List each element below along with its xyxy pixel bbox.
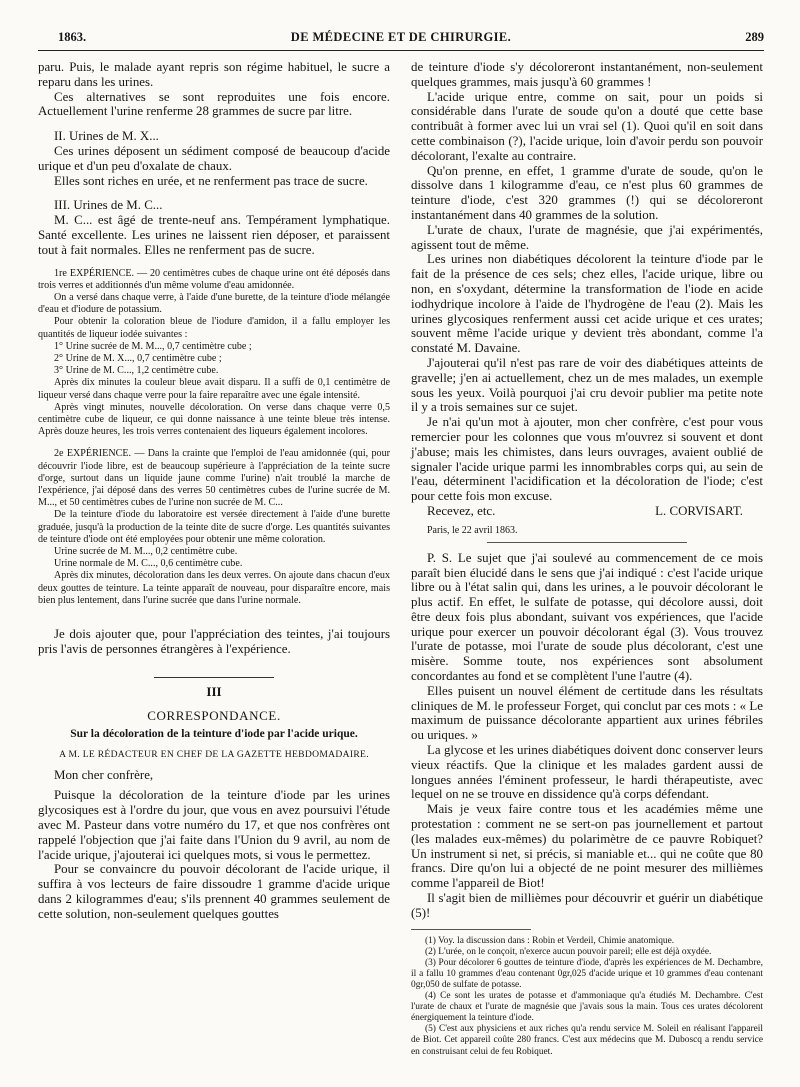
paragraph: Les urines non diabétiques décolorent la teinture d'iode par le fait de la présence de ces sels; chez elles, l'acide urique, libre ou non, en s'oxydant, détermine la transformation de l'iode en acide iodhydrique incolore à l'aide de l'hydrogène de l'eau (2). Mais les urines glycosiques renferment aussi cet acide urique et ces urates; souvent même l'acide urique y devient très abondant, comme l'a constaté M. Davaine. xyxy=(411,252,763,356)
footnote-rule xyxy=(411,929,531,930)
experiment-text: Après dix minutes, décoloration dans les deux verres. On ajoute dans chacun d'eux deux gouttes de teinture. La teinte apparaît de nouveau, pour disparaître encore, mais bien plus lentement, dans l'urine sucrée que dans l'urine normale. xyxy=(38,570,390,606)
header-year: 1863. xyxy=(58,30,87,44)
paragraph: paru. Puis, le malade ayant repris son régime habituel, le sucre a reparu dans les urines. xyxy=(38,60,390,89)
section-number: III xyxy=(206,683,222,699)
subheading: III. Urines de M. C... xyxy=(54,198,163,213)
experiment-text: 1° Urine sucrée de M. M..., 0,7 centimètre cube ; xyxy=(54,340,252,352)
paragraph: P. S. Le sujet que j'ai soulevé au commencement de ce mois paraît bien élucidé dans le sens que j'ai indiqué : c'est l'acide urique libre ou à l'état salin qui, dans les urines, a le pouvoir décolorant le plus actif. En effet, le sulfate de potasse, qui décolore aussi, doit être deux fois plus abondant, suivant vos expériences, que l'acide urique pour exercer un pouvoir décolorant égal (3). Vous trouvez l'urate de potasse, moi l'urate de soude plus décolorant, c'est une misère. Somme toute, nos expériences sont absolument concordantes au fond et se complètent l'une l'autre (4). xyxy=(411,550,763,684)
paragraph: Ces urines déposent un sédiment composé de beaucoup d'acide urique et d'un peu d'oxalate de chaux. xyxy=(38,143,390,173)
experiment-text: Après dix minutes la couleur bleue avait disparu. Il a suffi de 0,1 centimètre de liqueur versé dans chaque verre pour la faire reparaître avec une égale intensité. xyxy=(38,377,390,401)
closing: Recevez, etc. xyxy=(427,503,496,518)
signature-line xyxy=(411,504,763,519)
subheading: II. Urines de M. X... xyxy=(54,129,159,144)
experiment-text: 2e EXPÉRIENCE. — Dans la crainte que l'emploi de l'eau amidonnée (qui, pour découvrir l'iode libre, est de beaucoup supérieure à l'appréciation de la teinte sucre d'orge, surtout dans un liquide jaune comme l'urine) n'ait troublé la marche de l'expérience, j'ai déposé dans des verres 50 centimètres cubes de l'urine sucrée de M. M..., et 50 centimètres cubes de l'urine non sucrée de M. C... xyxy=(38,448,390,509)
footnote: (5) C'est aux physiciens et aux riches qu'a rendu service M. Soleil en réalisant l'appareil de Biot. Cet appareil coûte 280 francs. C'est aux médecins que M. Duboscq a rendu service en construisant celui de feu Robiquet. xyxy=(411,1024,763,1057)
footnote: (1) Voy. la discussion dans : Robin et Verdeil, Chimie anatomique. xyxy=(425,935,675,946)
footnote: (3) Pour décolorer 6 gouttes de teinture d'iode, d'après les expériences de M. Dechambre, il a fallu 10 grammes d'eau contenant 0gr,025 d'acide urique et 10 grammes d'eau contenant 0gr,050 de sulfate de potasse. xyxy=(411,957,763,990)
date-rule xyxy=(487,542,687,543)
header-title: DE MÉDECINE ET DE CHIRURGIE. xyxy=(290,30,512,44)
paragraph: M. C... est âgé de trente-neuf ans. Tempérament lymphatique. Santé excellente. Les urines ne laissent rien déposer, et paraissent tout à fait normales. Elles ne renferment pas de sucre. xyxy=(38,213,390,257)
section-title: CORRESPONDANCE. xyxy=(147,707,281,723)
paragraph: Elles puisent un nouvel élément de certitude dans les résultats cliniques de M. le professeur Forget, qui conclut par ces mots : « Le maximum de puissance décolorante appartient aux urines fébriles ou uriques. » xyxy=(411,683,763,743)
page-number: 289 xyxy=(745,30,764,44)
paragraph: L'urate de chaux, l'urate de magnésie, que j'ai expérimentés, agissent tout de même. xyxy=(411,222,763,252)
header-rule xyxy=(38,50,764,51)
experiment-text: 2° Urine de M. X..., 0,7 centimètre cube ; xyxy=(54,352,222,364)
experiment-text: Pour obtenir la coloration bleue de l'iodure d'amidon, il a fallu employer les quantités de liqueur iodée suivantes : xyxy=(38,316,390,340)
letter-addressee: A M. LE RÉDACTEUR EN CHEF DE LA GAZETTE HEBDOMADAIRE. xyxy=(59,748,369,760)
paragraph: Puisque la décoloration de la teinture d'iode par les urines glycosiques est à l'ordre du jour, que vous en avez poursuivi l'étude avec M. Pasteur dans votre numéro du 17, et que nos confrères ont rappelé l'objection que j'ai faite dans l'Union du 9 avril, au nom de l'acide urique, j'ajouterai ici quelques mots, si vous le permettez. xyxy=(38,788,390,862)
paragraph: Mais je veux faire contre tous et les académies même une protestation : comment ne se sert-on pas journellement et partout (les malades eux-mêmes) du polarimètre de ce pauvre Robiquet? Un instrument si net, si précis, si maniable et... qui ne coûte que 80 francs. Dire qu'on lui a objecté de ne point mesurer des millièmes comme l'appareil de Biot! xyxy=(411,802,763,891)
experiment-text: On a versé dans chaque verre, à l'aide d'une burette, de la teinture d'iode mélangée d'eau et d'iodure de potassium. xyxy=(38,291,390,316)
paragraph: Il s'agit bien de millièmes pour découvrir et guérir un diabétique (5)! xyxy=(411,891,763,920)
experiment-text: 3° Urine de M. C..., 1,2 centimètre cube. xyxy=(54,365,219,377)
experiment-text: Urine sucrée de M. M..., 0,2 centimètre cube. xyxy=(54,546,238,558)
paragraph: Elles sont riches en urée, et ne renferment pas trace de sucre. xyxy=(54,173,368,188)
letter-date: Paris, le 22 avril 1863. xyxy=(427,524,518,536)
experiment-text: De la teinture d'iode du laboratoire est versée directement à l'aide d'une burette graduée, jusqu'à la production de la teinte dite de sucre d'orge. Les quantités suivantes de teinture d'iode ont été employées pour obtenir une même coloration. xyxy=(38,509,390,545)
salutation: Mon cher confrère, xyxy=(54,767,154,782)
author-name: L. CORVISART. xyxy=(655,503,743,518)
left-column xyxy=(38,60,390,922)
experiment-text: Après vingt minutes, nouvelle décoloration. On verse dans chaque verre 0,5 centimètre cube de liqueur, ce qui donne naissance à une teinte bleue très intense. Après douze heures, les trois verres contenaient des liqueurs également incolores. xyxy=(38,401,390,438)
paragraph: Je n'ai qu'un mot à ajouter, mon cher confrère, c'est pour vous remercier pour les colonnes que vous m'ouvrez si souvent et dont j'abuse; mais les chimistes, dans leurs ouvrages, avaient oublié de signaler l'acide urique parmi les innombrables corps qui, au sein de l'eau, déterminent l'acidification et la décoloration de l'iode; c'est pour cette fois mon excuse. xyxy=(411,415,763,504)
experiment-text: 1re EXPÉRIENCE. — 20 centimètres cubes de chaque urine ont été déposés dans trois verres et additionnés d'un même volume d'eau amidonnée. xyxy=(38,267,390,291)
right-column xyxy=(411,60,763,1058)
paragraph: de teinture d'iode s'y décoloreront instantanément, non-seulement quelques grammes, mais jusqu'à 60 grammes ! xyxy=(411,60,763,89)
paragraph: Qu'on prenne, en effet, 1 gramme d'urate de soude, qu'on le dissolve dans 1 kilogramme d'eau, ce n'est plus 60 grammes de teinture d'iode, c'est 320 grammes (!) qui se décoloreront instantanément dans 40 grammes de la solution. xyxy=(411,163,763,222)
page-header xyxy=(38,30,764,48)
paragraph: J'ajouterai qu'il n'est pas rare de voir des diabétiques atteints de gravelle; j'en ai actuellement, chez un de mes malades, un exemple sous les yeux. Voilà pourquoi j'ai cru devoir publier ma petite note il y a trois semaines sur ce sujet. xyxy=(411,355,763,415)
paragraph: L'acide urique entre, comme on sait, pour un poids si considérable dans l'urate de soude qu'on a douté que cette base contribuât à former avec lui un vrai sel (1). Quoi qu'il en soit dans cette combinaison (?), l'acide urique, loin d'avoir perdu son pouvoir décolorant, l'exalte au contraire. xyxy=(411,89,763,163)
paragraph: Ces alternatives se sont reproduites une fois encore. Actuellement l'urine renferme 28 grammes de sucre par litre. xyxy=(38,89,390,119)
paragraph: La glycose et les urines diabétiques doivent donc conserver leurs vieux réactifs. Que la clinique et les malades gardent aussi de longues années l'éminent professeur, le hardi thérapeutiste, avec lequel on ne se trouve en dissidence qu'à corps défendant. xyxy=(411,743,763,802)
section-subtitle: Sur la décoloration de la teinture d'iode par l'acide urique. xyxy=(70,727,358,740)
section-rule xyxy=(154,677,274,678)
paragraph: Je dois ajouter que, pour l'appréciation des teintes, j'ai toujours pris l'avis de personnes étrangères à l'expérience. xyxy=(38,627,390,656)
footnote: (2) L'urée, on le conçoit, n'exerce aucun pouvoir pareil; elle est déjà oxydée. xyxy=(425,946,712,957)
footnote: (4) Ce sont les urates de potasse et d'ammoniaque qu'a étudiés M. Dechambre. C'est l'urate de chaux et l'urate de magnésie que j'avais sous la main. Tous ces urates décolorent énergiquement la teinture d'iode. xyxy=(411,991,763,1024)
experiment-text: Urine normale de M. C..., 0,6 centimètre cube. xyxy=(54,558,243,570)
paragraph: Pour se convaincre du pouvoir décolorant de l'acide urique, il suffira à vos lecteurs de faire dissoudre 1 gramme d'acide urique dans 2 kilogrammes d'eau; s'ils prennent 40 grammes seulement de cette solution, non-seulement quelques gouttes xyxy=(38,862,390,921)
